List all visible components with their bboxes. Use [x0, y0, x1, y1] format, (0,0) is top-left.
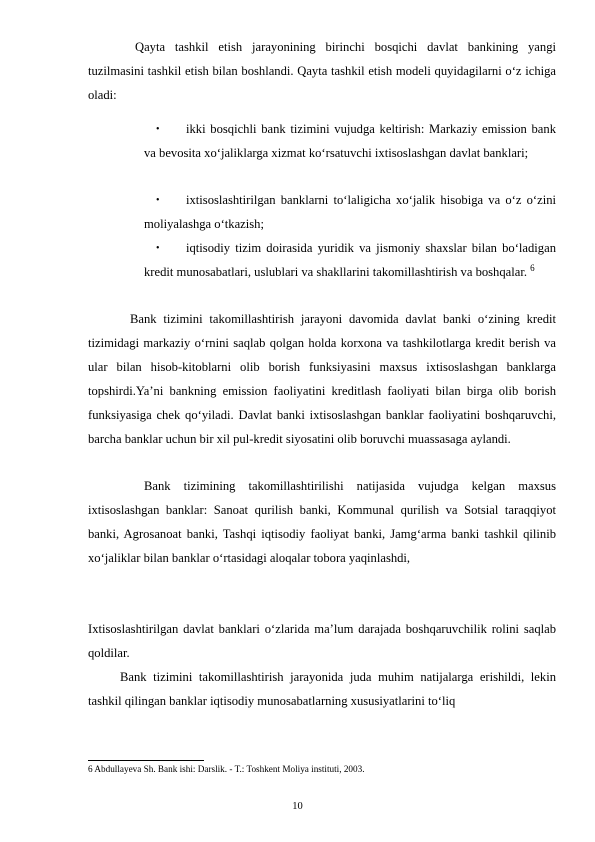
bullet-item-1: [144, 118, 556, 166]
bullet-item-2: [144, 189, 556, 237]
bullet-item-3: [144, 237, 556, 285]
paragraph-specialized-banks: Bank tizimining takomillashtirilishi natijasida vujudga kelgan maxsus ixtisoslashgan banklar: Sanoat qurilish banki, Kommunal qurilish va Sotsial taraqqiyot banki, Agrosanoat banki, Tashqi iqtisodiy faoliyat banki, Jamg‘arma banki tashkil qilinib xo‘jaliklar bilan banklar o‘rtasidagi aloqalar tobora yaqinlashdi,: [88, 479, 556, 565]
bullet-text-2: ixtisoslashtirilgan banklarni to‘laligicha xo‘jalik hisobiga va o‘z o‘zini moliyalashga o‘tkazish;: [144, 193, 556, 231]
bullet-text-3: iqtisodiy tizim doirasida yuridik va jismoniy shaxslar bilan bo‘ladigan kredit munosabatlari, uslublari va shakllarini takomillashtirish va boshqalar.: [144, 241, 556, 279]
footnote-reference: 6: [530, 262, 535, 273]
paragraph-intro: Qayta tashkil etish jarayonining birinchi bosqichi davlat bankining yangi tuzilmasini tashkil etish bilan boshlandi. Qayta tashkil etish modeli quyidagilarni o‘z ichiga oladi:: [88, 40, 556, 102]
paragraph-results: Bank tizimini takomillashtirish jarayonida juda muhim natijalarga erishildi, lekin tashkil qilingan banklar iqtisodiy munosabatlarning xususiyatlarini to‘liq: [88, 670, 556, 708]
footnote-divider: [88, 760, 204, 761]
bullet-marker: •: [156, 195, 160, 206]
paragraph-main: Bank tizimini takomillashtirish jarayoni davomida davlat banki o‘zining kredit tizimidagi markaziy o‘rnini saqlab qolgan holda korxona va tashkilotlarga kredit berish va ular bilan hisob-kitoblarni olib borish funksiyasini maxsus ixtisoslashgan banklarga topshirdi.Ya’ni bankning emission faoliyatini kreditlash faoliyati bilan birga olib borish funksiyasiga chek qo‘yiladi. Davlat banki ixtisoslashgan banklar faoliyatini boshqaruvchi, barcha banklar uchun bir xil pul-kredit siyosatini olib boruvchi muassasaga aylandi.: [88, 312, 556, 446]
bullet-marker: •: [156, 243, 160, 254]
bullet-marker: •: [156, 124, 160, 135]
bullet-text-1: ikki bosqichli bank tizimini vujudga keltirish: Markaziy emission bank va bevosita xo‘jaliklarga xizmat ko‘rsatuvchi ixtisoslashgan davlat banklari;: [144, 122, 556, 160]
footnote: 6 Abdullayeva Sh. Bank ishi: Darslik. - T.: Toshkent Moliya instituti, 2003.: [88, 764, 365, 774]
page-number: 10: [292, 801, 303, 812]
paragraph-management-role: Ixtisoslashtirilgan davlat banklari o‘zlarida ma’lum darajada boshqaruvchilik rolini saqlab qoldilar.: [88, 622, 556, 660]
